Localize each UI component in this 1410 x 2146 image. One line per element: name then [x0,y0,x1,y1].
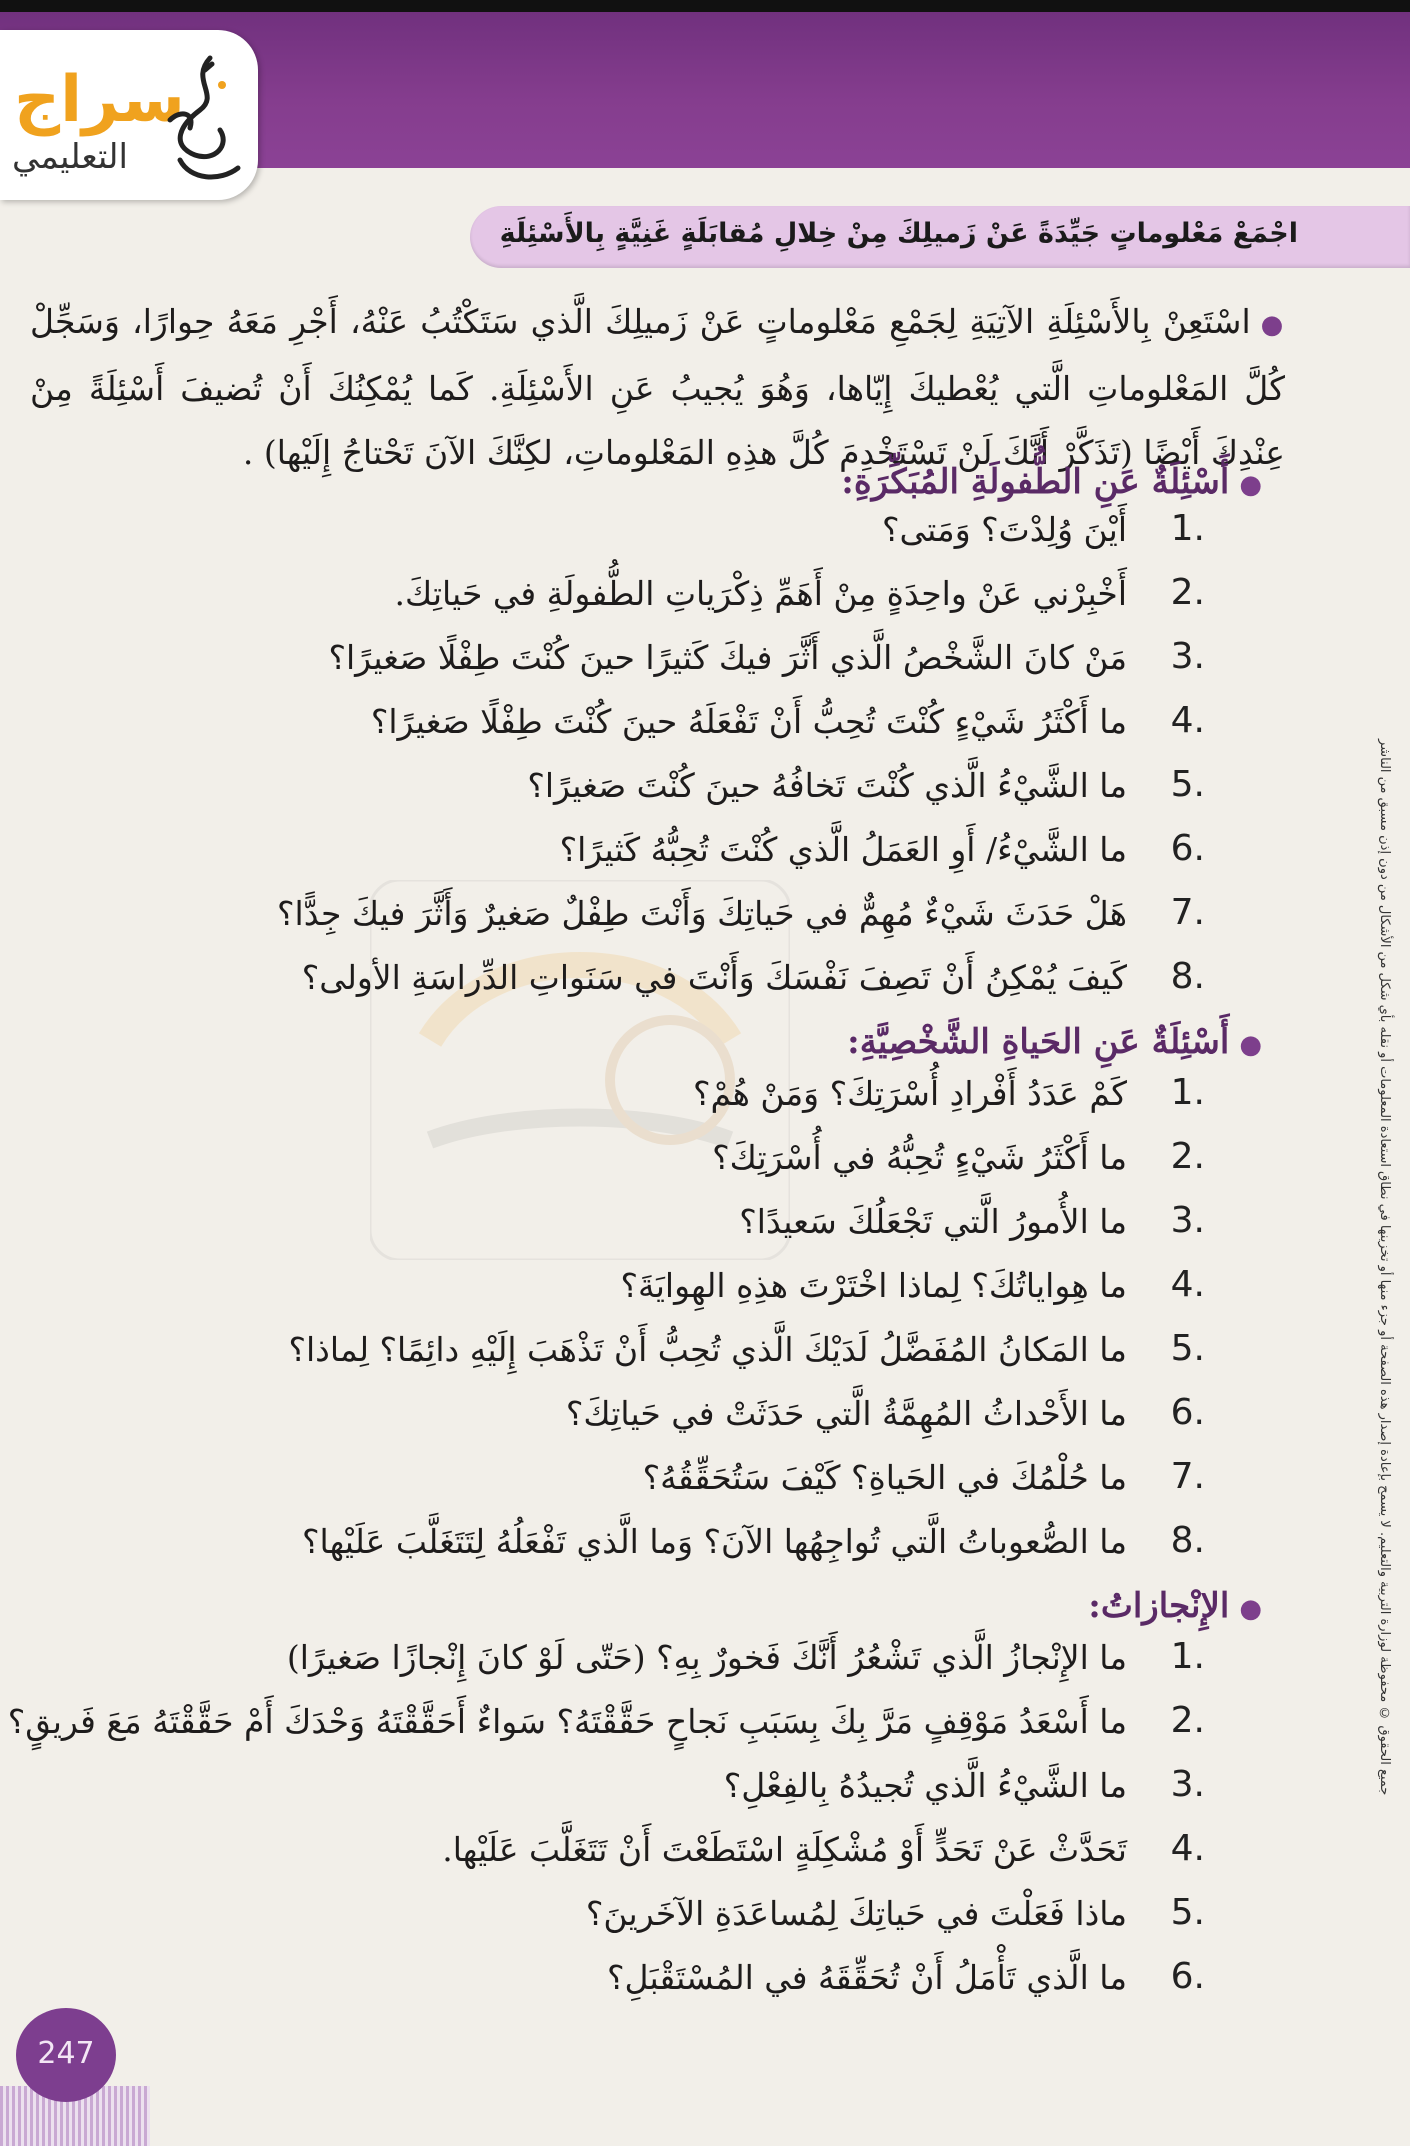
logo-title: سراج [14,63,185,137]
question-text: كَيفَ يُمْكِنُ أَنْ تَصِفَ نَفْسَكَ وَأَنْتَ في سَنَواتِ الدِّراسَةِ الأولى؟ [301,958,1127,997]
list-item [0,700,1410,760]
calligraphy-logo-icon [150,50,250,190]
item-number: 7. [1170,1456,1205,1497]
section-title-text: أَسْئِلَةٌ عَنِ الحَياةِ الشَّخْصِيَّةِ: [847,1022,1230,1062]
question-text: ما أَكْثَرُ شَيْءٍ تُحِبُّهُ في أُسْرَتِكَ؟ [712,1138,1127,1177]
question-text: هَلْ حَدَثَ شَيْءٌ مُهِمٌّ في حَياتِكَ وَأَنْتَ طِفْلٌ صَغيرٌ وَأَثَّرَ فيكَ جِدًّا؟ [277,894,1127,933]
question-text: أَخْبِرْني عَنْ واحِدَةٍ مِنْ أَهَمِّ ذِكْرَياتِ الطُّفولَةِ في حَياتِكَ. [394,574,1127,613]
item-number: 5. [1170,1892,1205,1933]
question-text: ما الشَّيْءُ الَّذي تُجيدُهُ بِالفِعْلِ؟ [723,1766,1127,1805]
intro-text: اسْتَعِنْ بِالأَسْئِلَةِ الآتِيَةِ لِجَمْعِ مَعْلوماتٍ عَنْ زَميلِكَ الَّذي سَتَكْتُبُ عَنْهُ، أَجْرِ مَعَهُ حِوارًا، وَسَجِّلْ كُلَّ المَعْلوماتِ الَّتي يُعْطيكَ إِيّاها، وَهُوَ يُجيبُ عَنِ الأَسْئِلَةِ. كَما يُمْكِنُكَ أَنْ تُضيفَ أَسْئِلَةً مِنْ عِنْدِكَ أَيْضًا (تَذَكَّرْ أَنَّكَ لَنْ تَسْتَخْدِمَ كُلَّ هذِهِ المَعْلوماتِ، لكِنَّكَ الآنَ تَحْتاجُ إِلَيْها) . [30,302,1285,472]
section-title-text: الإِنْجازاتُ: [1088,1586,1230,1626]
intro-paragraph [30,290,1285,485]
top-edge [0,0,1410,12]
item-number: 4. [1170,1828,1205,1869]
question-text: ما الَّذي تَأْمَلُ أَنْ تُحَقِّقَهُ في المُسْتَقْبَلِ؟ [606,1958,1127,1997]
item-number: 2. [1170,1136,1205,1177]
item-number: 8. [1170,1520,1205,1561]
list-item [0,1136,1410,1196]
instruction-banner [470,206,1410,268]
question-text: ما الأَحْداثُ المُهِمَّةُ الَّتي حَدَثَتْ في حَياتِكَ؟ [565,1394,1127,1433]
item-number: 2. [1170,1700,1205,1741]
list-item [0,1956,1410,2016]
item-number: 7. [1170,892,1205,933]
publisher-logo [0,30,258,200]
page-number: 247 [37,2036,95,2071]
item-number: 3. [1170,636,1205,677]
list-item [0,1264,1410,1324]
question-text: ماذا فَعَلْتَ في حَياتِكَ لِمُساعَدَةِ الآخَرينَ؟ [585,1894,1127,1933]
list-item [0,764,1410,824]
bullet-icon: ● [1239,1594,1262,1624]
question-text: ما أَسْعَدُ مَوْقِفٍ مَرَّ بِكَ بِسَبَبِ نَجاحٍ حَقَّقْتَهُ؟ سَواءٌ أَحَقَّقْتَهُ وَحْدَكَ أَمْ حَقَّقْتَهُ مَعَ فَريقٍ؟ [7,1702,1127,1741]
bullet-icon: ● [1239,470,1262,500]
question-text: ما هِواياتُكَ؟ لِماذا اخْتَرْتَ هذِهِ الهِوايَةَ؟ [620,1266,1127,1305]
list-item [0,1072,1410,1132]
list-item [0,1700,1410,1760]
question-text: تَحَدَّثْ عَنْ تَحَدٍّ أَوْ مُشْكِلَةٍ اسْتَطَعْتَ أَنْ تَتَغَلَّبَ عَلَيْها. [442,1830,1127,1869]
item-number: 6. [1170,1956,1205,1997]
item-number: 1. [1170,1072,1205,1113]
list-item [0,956,1410,1016]
item-number: 1. [1170,1636,1205,1677]
question-text: ما الشَّيْءُ الَّذي كُنْتَ تَخافُهُ حينَ كُنْتَ صَغيرًا؟ [527,766,1127,805]
list-item [0,508,1410,568]
list-item [0,1636,1410,1696]
question-text: أَيْنَ وُلِدْتَ؟ وَمَتى؟ [882,510,1127,549]
section-title-achievements [1088,1586,1262,1626]
item-number: 2. [1170,572,1205,613]
list-item [0,1456,1410,1516]
question-text: ما المَكانُ المُفَضَّلُ لَدَيْكَ الَّذي تُحِبُّ أَنْ تَذْهَبَ إِلَيْهِ دائِمًا؟ لِماذا؟ [288,1330,1127,1369]
item-number: 6. [1170,828,1205,869]
list-item [0,892,1410,952]
list-item [0,1392,1410,1452]
question-text: ما الأُمورُ الَّتي تَجْعَلُكَ سَعيدًا؟ [739,1202,1127,1241]
question-text: ما الشَّيْءُ/ أَوِ العَمَلُ الَّذي كُنْتَ تُحِبُّهُ كَثيرًا؟ [559,830,1127,869]
item-number: 5. [1170,1328,1205,1369]
section-title-text: أَسْئِلَةٌ عَنِ الطُّفولَةِ المُبَكِّرَةِ: [841,462,1230,502]
list-item [0,828,1410,888]
item-number: 4. [1170,1264,1205,1305]
question-text: مَنْ كانَ الشَّخْصُ الَّذي أَثَّرَ فيكَ كَثيرًا حينَ كُنْتَ طِفْلًا صَغيرًا؟ [328,638,1127,677]
section-title-personal-life [847,1022,1262,1062]
list-item [0,572,1410,632]
item-number: 4. [1170,700,1205,741]
list-item [0,1520,1410,1580]
item-number: 8. [1170,956,1205,997]
list-item [0,636,1410,696]
list-item [0,1892,1410,1952]
bullet-icon: ● [1260,310,1286,340]
list-item [0,1828,1410,1888]
item-number: 3. [1170,1764,1205,1805]
question-text: كَمْ عَدَدُ أَفْرادِ أُسْرَتِكَ؟ وَمَنْ هُمْ؟ [693,1074,1127,1113]
logo-subtitle: التعليمي [12,137,128,177]
question-text: ما الصُّعوباتُ الَّتي تُواجِهُها الآنَ؟ وَما الَّذي تَفْعَلُهُ لِتَتَغَلَّبَ عَلَيْها؟ [302,1522,1127,1561]
copyright-note: جميع الحقوق © محفوظة لوزارة التربية والتعليم. لا يسمح بإعادة إصدار هذه الصفحة أو جزء منها أو تخزينها في نطاق استعادة المعلومات أو نقله بأي شكل من الأشكال من دون إذن مسبق من الناشر [1377,738,1392,1795]
item-number: 3. [1170,1200,1205,1241]
section-title-early-childhood [841,462,1262,502]
question-text: ما الإِنْجازُ الَّذي تَشْعُرُ أَنَّكَ فَخورٌ بِهِ؟ (حَتّى لَوْ كانَ إِنْجازًا صَغيرًا) [286,1638,1127,1677]
bullet-icon: ● [1239,1030,1262,1060]
question-text: ما حُلْمُكَ في الحَياةِ؟ كَيْفَ سَتُحَقِّقُهُ؟ [642,1458,1127,1497]
list-item [0,1200,1410,1260]
list-item [0,1764,1410,1824]
question-text: ما أَكْثَرُ شَيْءٍ كُنْتَ تُحِبُّ أَنْ تَفْعَلَهُ حينَ كُنْتَ طِفْلًا صَغيرًا؟ [370,702,1127,741]
banner-text: اجْمَعْ مَعْلوماتٍ جَيِّدَةً عَنْ زَميلِكَ مِنْ خِلالِ مُقابَلَةٍ غَنِيَّةٍ بِالأَسْئِلَةِ [499,218,1298,249]
item-number: 5. [1170,764,1205,805]
list-item [0,1328,1410,1388]
item-number: 6. [1170,1392,1205,1433]
item-number: 1. [1170,508,1205,549]
page-number-badge [16,2008,116,2102]
